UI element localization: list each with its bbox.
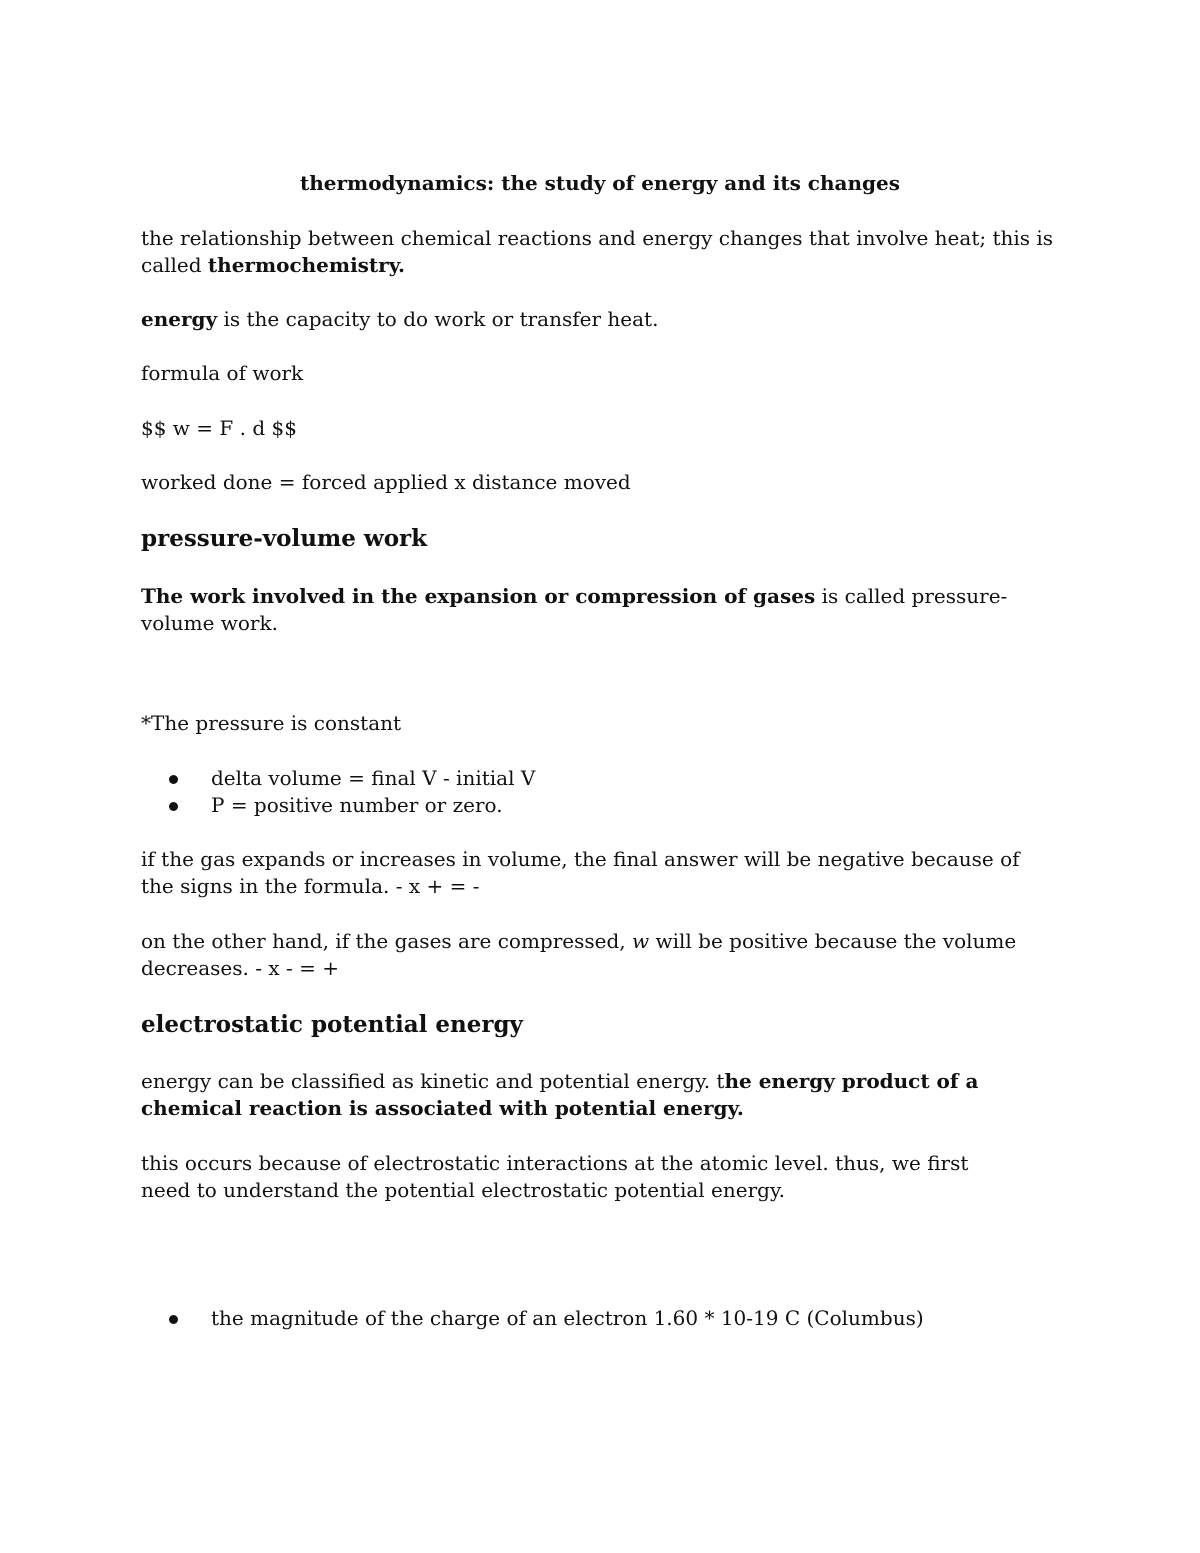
- heading-pressure-volume-work: pressure-volume work: [141, 525, 428, 552]
- paragraph-pressure-constant: *The pressure is constant: [141, 711, 402, 735]
- paragraph-gas-expands: if the gas expands or increases in volume, the final answer will be negative because of the signs in the formula. - x + = -: [141, 847, 1020, 898]
- paragraph-electrostatic-interactions: this occurs because of electrostatic interactions at the atomic level. thus, we first need to understand the potential electrostatic potential energy.: [141, 1151, 969, 1202]
- paragraph-formula: $$ w = F . d $$: [141, 416, 297, 440]
- list-item-text: P = positive number or zero.: [211, 793, 503, 817]
- paragraph-text: is called pressure-volume work.: [141, 584, 1008, 635]
- paragraph-text: will be positive because the volume decreases. - x - = +: [141, 929, 1017, 980]
- italic-variable: w: [632, 929, 650, 953]
- paragraph-thermochemistry: [141, 225, 1056, 279]
- bullet-icon: [169, 775, 178, 784]
- bold-term: he energy product of a chemical reaction is associated with potential energy.: [141, 1069, 979, 1120]
- list-item-text: the magnitude of the charge of an electron 1.60 * 10-19 C (Columbus): [211, 1306, 924, 1330]
- bold-term: energy: [141, 307, 218, 331]
- bullet-icon: [169, 1315, 178, 1324]
- bullet-icon: [169, 802, 178, 811]
- paragraph-pv-work: [141, 583, 1056, 637]
- paragraph-text: the relationship between chemical reactions and energy changes that involve heat; this is called: [141, 226, 1054, 277]
- page-title: thermodynamics: the study of energy and its changes: [300, 171, 900, 195]
- paragraph-text: is the capacity to do work or transfer heat.: [217, 307, 659, 331]
- paragraph-formula-label: formula of work: [141, 361, 304, 385]
- paragraph-text: energy can be classified as kinetic and potential energy. t: [141, 1069, 725, 1093]
- paragraph-gas-compressed: [141, 928, 1053, 982]
- bold-term: thermochemistry.: [207, 253, 405, 277]
- bold-term: The work involved in the expansion or compression of gases: [141, 584, 816, 608]
- paragraph-energy-definition: [141, 306, 1056, 333]
- paragraph-energy-classified: [141, 1068, 1011, 1122]
- paragraph-work-definition: worked done = forced applied x distance moved: [141, 470, 631, 494]
- paragraph-text: on the other hand, if the gases are compressed,: [141, 929, 632, 953]
- heading-electrostatic-potential-energy: electrostatic potential energy: [141, 1011, 523, 1038]
- list-item-text: delta volume = final V - initial V: [211, 766, 536, 790]
